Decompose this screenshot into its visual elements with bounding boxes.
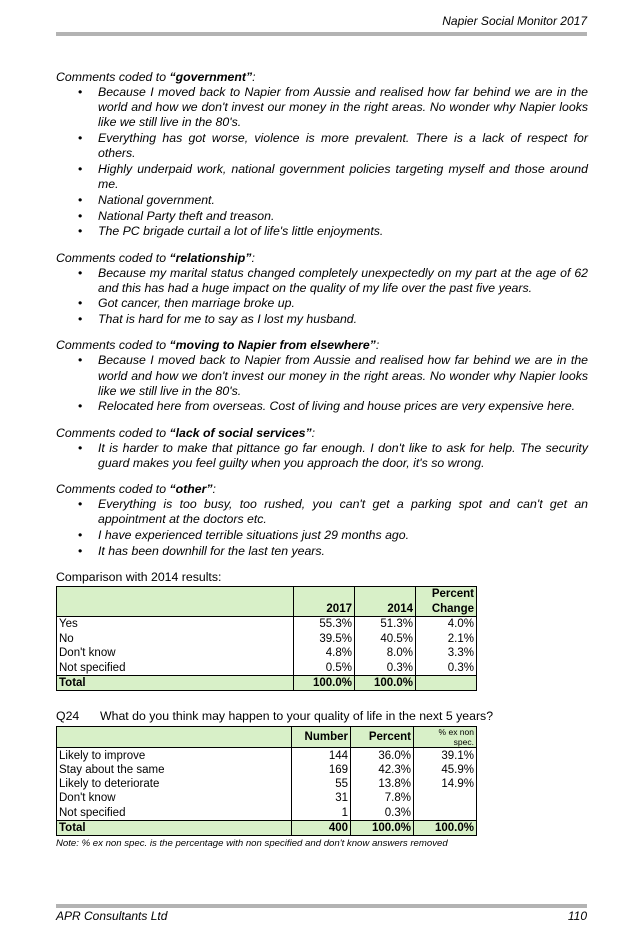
bullet-icon: •	[78, 543, 83, 558]
q24-header-percent: Percent	[351, 727, 414, 748]
bullet-icon: •	[78, 353, 83, 368]
comment-text: The PC brigade curtail a lot of life's little enjoyments.	[98, 224, 384, 239]
comment-text: Because I moved back to Napier from Aussie and realised how far behind we are in the world and how we don't invest our money in the right areas. No wonder why Napier looks like we still live in the 80's.	[98, 85, 588, 130]
heading-code: “lack of social services”	[169, 425, 312, 440]
bullet-icon: •	[78, 265, 83, 280]
comparison-header-row-2	[57, 601, 477, 616]
comment-text: National government.	[98, 192, 215, 207]
q24-row	[57, 777, 477, 791]
comparison-rows	[57, 616, 477, 675]
comment-list	[56, 441, 588, 471]
comment-item	[56, 544, 588, 559]
q24-header-number: Number	[292, 727, 351, 748]
comparison-header-2014: 2014	[355, 601, 416, 616]
comment-item	[56, 162, 588, 192]
comparison-row	[57, 631, 477, 646]
q24-cell-percent: 0.3%	[351, 806, 414, 821]
comment-text: Because I moved back to Napier from Aussie and realised how far behind we are in the world and how we don't invest our money in the right areas. No wonder why Napier looks like we still live in the 80's.	[98, 353, 588, 398]
comment-section	[56, 70, 588, 240]
comment-text: Highly underpaid work, national government policies targeting myself and those around me.	[98, 162, 588, 192]
comment-item	[56, 85, 588, 131]
comparison-total-2014: 100.0%	[355, 675, 416, 691]
comment-item	[56, 497, 588, 527]
bullet-icon: •	[78, 527, 83, 542]
bullet-icon: •	[78, 399, 83, 414]
comment-item	[56, 131, 588, 161]
heading-suffix: :	[311, 425, 316, 440]
comment-item	[56, 193, 588, 208]
q24-row	[57, 791, 477, 805]
q24-header-row	[57, 727, 477, 748]
heading-code: “relationship”	[169, 250, 252, 265]
heading-prefix: Comments coded to	[56, 338, 170, 353]
comment-item	[56, 296, 588, 311]
comment-item	[56, 209, 588, 224]
comment-text: National Party theft and treason.	[98, 208, 275, 223]
comparison-cell-y2017: 0.5%	[294, 660, 355, 675]
heading-prefix: Comments coded to	[56, 425, 170, 440]
q24-cell-number: 31	[292, 791, 351, 805]
comparison-header-blank	[57, 586, 294, 601]
q24-cell-percent: 36.0%	[351, 748, 414, 763]
comment-item	[56, 266, 588, 296]
bullet-icon: •	[78, 296, 83, 311]
heading-code: “government”	[169, 70, 253, 84]
q24-cell-percent: 13.8%	[351, 777, 414, 791]
q24-cell-number: 55	[292, 777, 351, 791]
comparison-cell-y2017: 4.8%	[294, 646, 355, 661]
comparison-cell-change: 3.3%	[416, 646, 477, 661]
bullet-icon: •	[78, 208, 83, 223]
comment-sections	[56, 70, 588, 559]
comment-list	[56, 497, 588, 559]
q24-cell-number: 1	[292, 806, 351, 821]
comparison-total-row	[57, 675, 477, 691]
page-content	[56, 70, 588, 849]
comparison-cell-change: 2.1%	[416, 631, 477, 646]
q24-note: Note: % ex non spec. is the percentage with non specified and don't know answers removed	[56, 838, 448, 850]
bullet-icon: •	[78, 85, 83, 99]
bullet-icon: •	[78, 192, 83, 207]
comment-text: Because my marital status changed completely unexpectedly on my part at the age of 62 and this has had a huge impact on the quality of my life over the past five years.	[98, 265, 588, 295]
comparison-cell-y2014: 40.5%	[355, 631, 416, 646]
comparison-table	[56, 586, 477, 692]
comparison-cell-y2014: 0.3%	[355, 660, 416, 675]
q24-header-exnon: % ex non spec.	[414, 727, 477, 748]
comparison-title: Comparison with 2014 results:	[56, 569, 222, 584]
comment-item	[56, 224, 588, 239]
comparison-total-label: Total	[57, 675, 294, 691]
q24-rows	[57, 748, 477, 820]
comparison-cell-y2017: 55.3%	[294, 616, 355, 631]
comment-text: It is harder to make that pittance go far enough. I don't like to ask for help. The security guard makes you feel guilty when you approach the door, it's so wrong.	[98, 440, 588, 470]
comparison-row	[57, 646, 477, 661]
bullet-icon: •	[78, 497, 83, 512]
q24-total-row	[57, 820, 477, 835]
comparison-header-change-1: Percent	[416, 586, 477, 601]
comment-item	[56, 312, 588, 327]
heading-prefix: Comments coded to	[56, 482, 170, 497]
comment-text: That is hard for me to say as I lost my husband.	[98, 312, 358, 327]
q24-total-percent: 100.0%	[351, 820, 414, 835]
comment-item	[56, 528, 588, 543]
comment-item	[56, 353, 588, 399]
q24-cell-exnon	[414, 806, 477, 821]
q24-cell-label: Stay about the same	[57, 763, 292, 777]
section-heading	[56, 251, 588, 265]
comparison-total-2017: 100.0%	[294, 675, 355, 691]
comparison-cell-label: Not specified	[57, 660, 294, 675]
header-rule	[56, 32, 587, 36]
comment-text: Got cancer, then marriage broke up.	[98, 296, 295, 311]
heading-code: “moving to Napier from elsewhere”	[169, 338, 376, 353]
heading-suffix: :	[251, 250, 255, 265]
q24-cell-label: Don't know	[57, 791, 292, 805]
bullet-icon: •	[78, 224, 83, 239]
comparison-cell-label: Don't know	[57, 646, 294, 661]
q24-cell-percent: 7.8%	[351, 791, 414, 805]
section-heading	[56, 482, 588, 496]
q24-row	[57, 748, 477, 763]
q24-total-label: Total	[57, 820, 292, 835]
comparison-cell-y2014: 8.0%	[355, 646, 416, 661]
comment-text: Everything is too busy, too rushed, you can't get a parking spot and can't get an appointment at the doctors etc.	[98, 497, 588, 527]
comparison-header-2017: 2017	[294, 601, 355, 616]
comment-list	[56, 266, 588, 328]
section-heading	[56, 426, 588, 440]
q24-text: What do you think may happen to your quality of life in the next 5 years?	[100, 709, 494, 724]
report-title: Napier Social Monitor 2017	[442, 14, 587, 28]
q24-row	[57, 763, 477, 777]
q24-cell-label: Likely to improve	[57, 748, 292, 763]
heading-suffix: :	[252, 70, 256, 84]
comment-text: Relocated here from overseas. Cost of living and house prices are very expensive here.	[98, 399, 576, 414]
q24-cell-label: Likely to deteriorate	[57, 777, 292, 791]
heading-suffix: :	[212, 482, 216, 497]
comment-item	[56, 399, 588, 414]
comment-section	[56, 251, 588, 328]
heading-suffix: :	[375, 338, 380, 353]
q24-total-exnon: 100.0%	[414, 820, 477, 835]
footer-company: APR Consultants Ltd	[56, 909, 168, 923]
bullet-icon: •	[78, 312, 83, 327]
q24-cell-number: 169	[292, 763, 351, 777]
comment-text: I have experienced terrible situations just 29 months ago.	[98, 527, 410, 542]
heading-prefix: Comments coded to	[56, 250, 170, 265]
comment-section	[56, 482, 588, 559]
q24-total-number: 400	[292, 820, 351, 835]
page-header	[56, 14, 587, 36]
q24-cell-exnon: 45.9%	[414, 763, 477, 777]
comparison-row	[57, 660, 477, 675]
comment-section	[56, 426, 588, 471]
comment-section	[56, 338, 588, 414]
bullet-icon: •	[78, 440, 83, 455]
heading-prefix: Comments coded to	[56, 70, 170, 84]
q24-cell-percent: 42.3%	[351, 763, 414, 777]
comparison-cell-change: 4.0%	[416, 616, 477, 631]
q24-cell-label: Not specified	[57, 806, 292, 821]
comment-item	[56, 441, 588, 471]
q24-cell-exnon	[414, 791, 477, 805]
q24-cell-number: 144	[292, 748, 351, 763]
comparison-cell-label: Yes	[57, 616, 294, 631]
comparison-header-change-2: Change	[416, 601, 477, 616]
comment-list	[56, 353, 588, 414]
q24-cell-exnon: 14.9%	[414, 777, 477, 791]
comparison-header-row-1	[57, 586, 477, 601]
comment-text: Everything has got worse, violence is more prevalent. There is a lack of respect for others.	[98, 131, 588, 161]
q24-number: Q24	[56, 709, 80, 724]
section-heading	[56, 338, 588, 352]
bullet-icon: •	[78, 131, 83, 146]
page-number: 110	[567, 909, 587, 923]
comparison-cell-y2014: 51.3%	[355, 616, 416, 631]
q24-question	[56, 709, 588, 723]
comparison-cell-y2017: 39.5%	[294, 631, 355, 646]
heading-code: “other”	[169, 482, 213, 497]
q24-row	[57, 806, 477, 821]
comparison-row	[57, 616, 477, 631]
q24-table	[56, 726, 477, 836]
comparison-cell-change: 0.3%	[416, 660, 477, 675]
comment-list	[56, 85, 588, 240]
section-heading	[56, 70, 588, 84]
footer-rule	[56, 904, 587, 908]
bullet-icon: •	[78, 162, 83, 177]
comparison-cell-label: No	[57, 631, 294, 646]
q24-cell-exnon: 39.1%	[414, 748, 477, 763]
comment-text: It has been downhill for the last ten years.	[98, 543, 325, 558]
page-footer	[56, 904, 587, 926]
